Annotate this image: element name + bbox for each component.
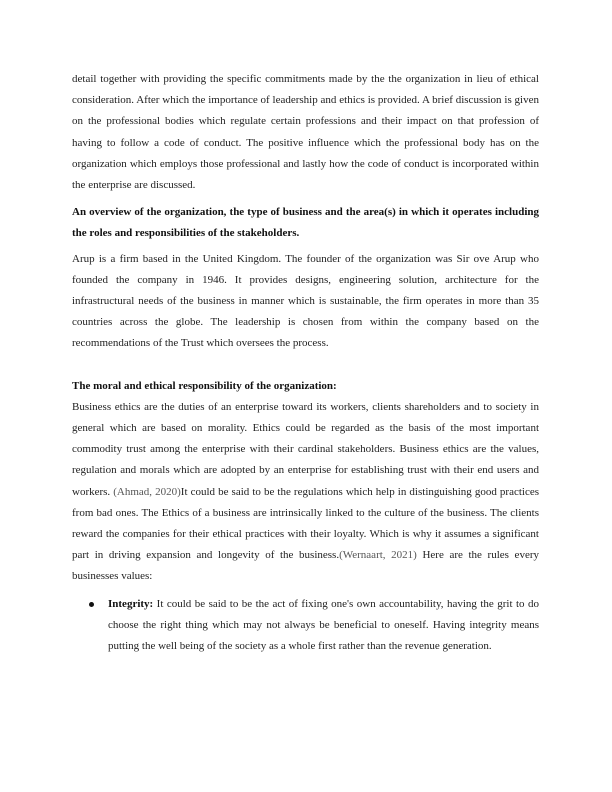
document-page — [72, 69, 539, 657]
overview-heading: An overview of the organization, the type of business and the area(s) in which it operates including the roles and responsibilities of the stakeholders. — [72, 206, 539, 240]
moral-paragraph-part3: Here are the rules every businesses values: — [72, 549, 539, 583]
citation-wernaart: (Wernaart, 2021) — [339, 549, 417, 562]
value-term: Integrity: — [108, 597, 154, 610]
list-item — [72, 594, 539, 658]
moral-paragraph — [72, 397, 539, 588]
intro-paragraph: detail together with providing the specific commitments made by the the organization in lieu of ethical consideration. After which the importance of leadership and ethics is provided. A brief discussion is given on the professional bodies which regulate certain professions and their impact on that profession of having to follow a code of conduct. The positive influence which the professional body has on the organization which employs those professional and lastly how the code of conduct is incorporated within the enterprise are discussed. — [72, 73, 539, 192]
value-description: It could be said to be the act of fixing one's own accountability, having the grit to do choose the right thing which may not always be beneficial to oneself. Having integrity means putting the well being of the society as a whole first rather than the revenue generation. — [108, 597, 539, 653]
bullet-icon — [89, 602, 94, 607]
moral-heading: The moral and ethical responsibility of the organization: — [72, 379, 337, 392]
spacer — [72, 355, 539, 376]
citation-ahmad: (Ahmad, 2020) — [113, 485, 181, 498]
moral-paragraph-part2: It could be said to be the regulations which help in distinguishing good practices from bad ones. The Ethics of a business are intrinsically linked to the culture of the business. The clients reward the companies for their ethical practices with their loyalty. Which is why it assumes a significant part in driving expansion and longevity of the business. — [72, 485, 539, 562]
moral-paragraph-part1: Business ethics are the duties of an enterprise toward its workers, clients shareholders and to society in general which are based on morality. Ethics could be regarded as the basis of the most important commodity trust among the enterprise with their cardinal stakeholders. Business ethics are the values, regulation and morals which are adopted by an enterprise for establishing trust with their end users and workers. — [72, 400, 539, 498]
values-list — [72, 594, 539, 658]
overview-paragraph: Arup is a firm based in the United Kingdom. The founder of the organization was Sir ove Arup who founded the company in 1946. It provides designs, engineering solution, architecture for the infrastructural needs of the business in manner which is sustainable, the firm operates in more than 35 countries across the globe. The leadership is chosen from within the company based on the recommendations of the Trust which oversees the process. — [72, 252, 539, 350]
